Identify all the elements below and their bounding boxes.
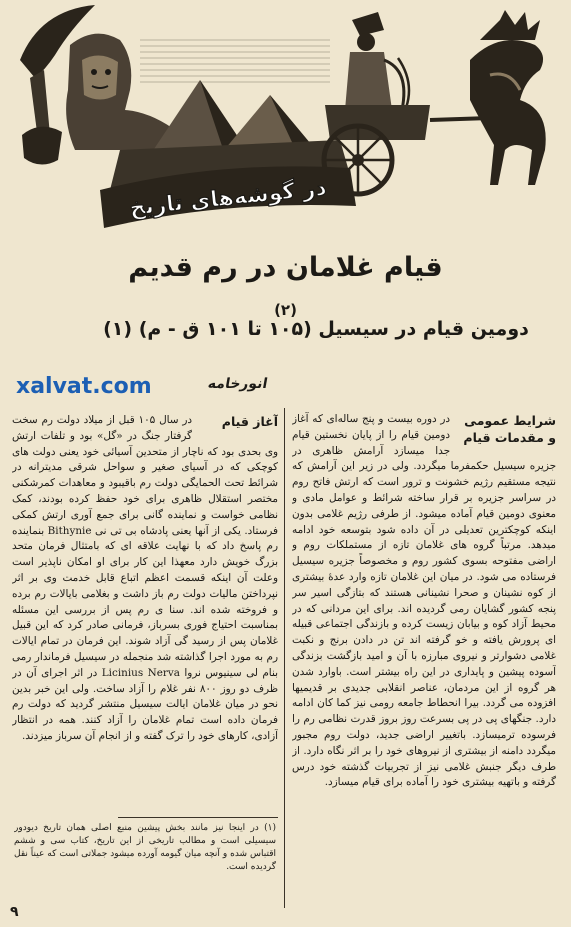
sphinx-icon [66,34,175,150]
part-number: (۲) [274,301,297,319]
column-divider [284,408,285,908]
section-heading-conditions: شرایط عمومی و مقدمات قیام [463,413,556,445]
right-column-text: در دوره بیست و پنج ساله‌ای که آغاز دومین قیام را از پایان نخستین قیام جدا میسازد آرامش ظاهری در جزیره سیسیل حکمفرما میگردد. ولی در زیر این آرامش که نتیجه مستقیم رژیم خشونت و ترور است که ارتش فاتح روم در سراسر جزیره بر قرار ساخته شرائط و عوامل مادی و معنوی دومین قیام آماده میشود. از طرفی رژیم غلامی بدون اینکه کوچکترین تعدیلی در آن داده شود بتوسعه خود ادامه میدهد. مرتباً گروه های غلامان تازه از مستملکات روم و اراضی مفتوحه بسوی کشور روم و مخصوصاً جزیره سیسیل فرستاده می شود. در میان این غلامان تازه وارد عدۀ بیشتری از کوه نشینان و صحرا نشینانی هستند که بتازگی اسیر سر پنجه کشور گشایان رمی گردیده اند. برای این مردانی که در محیط آزاد کوه و بیابان زیست کرده و بازندگی اجتماعی قبیله ای پرورش یافته و خو گرفته اند تن در دادن برنج و نکبت غلامی دشوارتر و نیروی مبارزه با آن و امید بازگشت بزندگی آسوده پیشین و پایداری در این راه بیشتر است. باوارد شدن هر گروه از این مردمان، عناصر انقلابی جدیدی بر قدیمیها افزوده می گردد. بیرا انحطاط جامعه رومی نیز کما کان ادامه دارد. جنگهای پی در پی بسرعت روز بروز قدرت نظامی رم را فرسوده ترمیسازد. باتغییر اراضی جدید، دولت روم مجبور میگردد دامنه از بیشتری از نیروهای خود را بر اثر نگاه دارد. از طرف دیگر جنبش غلامی نیز از تجربیات گذشته خود درس گرفته و باتهیه بیشتری خود را آماده برای قیام میسازد. [292,413,556,789]
page-number: ۹ [10,904,19,920]
left-column [12,413,278,813]
left-column-text: در سال ۱۰۵ قبل از میلاد دولت رم سخت گرفتار جنگ در «گل» بود و تلفات ارتش وی بحدی بود که ناچار از متحدین آسیائی خود یعنی دولت های کوچکی که در آسیای صغیر و سواحل شرقی مدیترانه در شرائط تحت الحمایگی دولت رم باقیبود و معاهدات کمرشکنی مختصر استقلال ظاهری برای خود حفظ کرده بودند، کمک نظامی خواست و نماینده گانی برای جمع آوری ارتش کمکی فرستاد. یکی از آنها یعنی پادشاه بی تی نی Bithynie بنماینده رم پاسخ داد که با نهایت علاقه ای که بامتثال فرمان متحد بزرگ خویش دارد معهذا این کار برای او امکان ناپذیر است وعلت آن اینکه قسمت اعظم اتباع قابل خدمت وی بر اثر نپرداختن مالیات دولت رم باز داشت و بغلامی بایالات رم برده و فروخته شده اند. سنا ی رم پس از بررسی این مسئله بمناسبت احتیاج فوری بسرباز، فرمانی صادر کرد که این قبیل غلامان پس از رسید گی آزاد شوند. این فرمان در تمام ایالات رم به مورد اجرا گذاشته شد منجمله در سیسیل فرماندار رمی بنام لی سینیوس نروا Licinius Nerva در اثر اجرای آن در ظرف دو روز ۸۰۰ نفر غلام را آزاد ساخت. ولی این خبر بدین نحو در میان غلامان ایالت سیسیل منتشر گردید که دولت رم فرمان داده است تمام غلامان را آزاد کنند. همه در انتظار آزادی، کارهای خود را ترک گفته و از انجام آن سرباز میزدند. [12,414,278,742]
section-heading-uprising: آغاز قیام [221,414,278,429]
horse-icon [470,10,546,185]
article-subtitle: دومین قیام در سیسیل (۱۰۵ تا ۱۰۱ ق - م) (۱) [103,318,529,340]
article-title: قیام غلامان در رم قدیم [128,252,443,283]
site-watermark: xalvat.com [16,374,152,399]
footnote: (۱) در اینجا نیز مانند بخش پیشین منبع اصلی همان تاریخ دیودور سیسیلی است و مطالب تاریخی از این تاریخ، کتاب سی و ششم اقتباس شده و آنچه میان گیومه آورده میشود جملاتی است که عیناً نقل گردیده است. [14,823,276,872]
footnote-divider [118,817,278,818]
author-name: انورخامه [206,376,269,392]
section-banner-title: در گوشه‌های تاریخ [128,175,328,221]
ancient-history-illustration [0,0,571,250]
right-column [292,412,556,907]
header-illustration [0,0,571,250]
